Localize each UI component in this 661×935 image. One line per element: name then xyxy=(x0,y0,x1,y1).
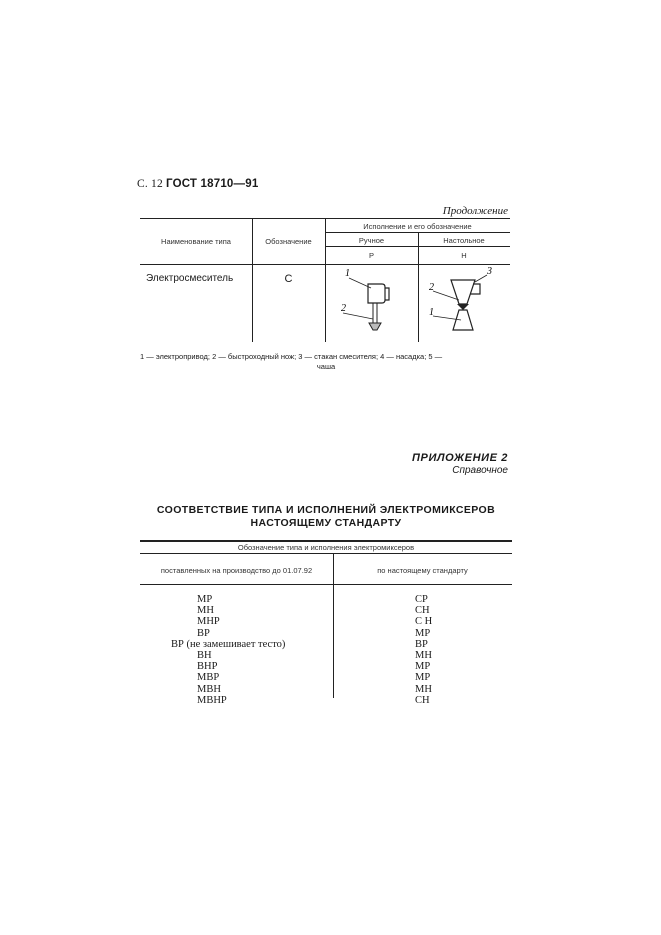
old-designations-list xyxy=(140,594,333,706)
sub-table-code: Н xyxy=(461,251,467,260)
figure-legend xyxy=(140,352,512,372)
title-line-1: СООТВЕТСТВИЕ ТИПА И ИСПОЛНЕНИЙ ЭЛЕКТРОМИКСЕРОВ xyxy=(156,504,496,516)
list-item: СН xyxy=(415,605,430,617)
continuation-label: Продолжение xyxy=(442,205,508,217)
hand-blender-figure xyxy=(335,264,405,336)
list-item: ВР xyxy=(197,627,210,639)
table-blender-figure xyxy=(425,264,505,336)
sub-table-header: Настольное xyxy=(443,236,485,245)
blender-handle xyxy=(385,288,389,300)
list-item: МН xyxy=(415,650,432,662)
list-item: МН xyxy=(197,605,214,617)
list-item: МНР xyxy=(197,616,220,628)
col-code-header: Обозначение xyxy=(265,237,312,246)
blender-motor-body xyxy=(368,284,385,303)
appendix-subtitle: Справочное xyxy=(452,465,508,476)
col-name-header: Наименование типа xyxy=(161,237,231,246)
list-item: МВНР xyxy=(197,694,227,706)
col-old-header: поставленных на производство до 01.07.92 xyxy=(160,566,313,575)
row-type-name: Электросмеситель xyxy=(146,273,234,284)
legend-line-1: 1 — электропривод; 2 — быстроходный нож; 3 — стакан смесителя; 4 — насадка; 5 — xyxy=(140,352,443,361)
list-item: МР xyxy=(415,672,431,684)
blender-shaft xyxy=(373,303,377,323)
table2-top-rule xyxy=(140,540,512,542)
list-item: МР xyxy=(197,594,213,605)
page-number: С. 12 xyxy=(137,178,163,190)
col-variant-header: Исполнение и его обозначение xyxy=(363,222,472,231)
correspondence-title xyxy=(140,504,512,530)
sub-manual-header: Ручное xyxy=(358,236,385,245)
blender-jar xyxy=(451,280,475,304)
table1-subheader-rule-2 xyxy=(325,246,510,247)
fig-label-2: 2 xyxy=(341,303,346,314)
list-item: ВНР xyxy=(197,661,218,673)
fig-label-1: 1 xyxy=(345,268,350,279)
sub-manual-code: Р xyxy=(368,251,374,260)
list-item: ВР (не замешивает тесто) xyxy=(171,638,286,650)
table2-header: Обозначение типа и исполнения электромиксеров xyxy=(237,543,415,552)
legend-line-2: чаша xyxy=(316,362,336,371)
title-line-2: НАСТОЯЩЕМУ СТАНДАРТУ xyxy=(250,517,402,529)
label-leader-2 xyxy=(343,313,373,319)
list-item: СН xyxy=(415,694,430,706)
label-leader-1 xyxy=(349,278,371,288)
list-item: СР xyxy=(415,594,428,605)
appendix-title: ПРИЛОЖЕНИЕ 2 xyxy=(412,452,508,464)
table1-subheader-rule xyxy=(325,232,510,233)
table1-divider-3 xyxy=(418,232,419,342)
fig-label-3: 3 xyxy=(487,266,492,277)
col-new-header: по настоящему стандарту xyxy=(377,566,468,575)
list-item: МВР xyxy=(197,672,220,684)
page-header xyxy=(137,178,258,190)
blender-knife xyxy=(369,323,381,330)
list-item: С Н xyxy=(415,616,433,628)
list-item: МР xyxy=(415,661,431,673)
fig-label-2: 2 xyxy=(429,282,434,293)
new-designations-list xyxy=(333,594,512,706)
blender-base xyxy=(453,310,473,330)
row-type-code: С xyxy=(284,273,293,285)
standard-code: ГОСТ 18710—91 xyxy=(166,178,259,190)
blender-knife xyxy=(457,304,469,310)
fig-label-1: 1 xyxy=(429,307,434,318)
list-item: ВР xyxy=(415,638,428,650)
list-item: МН xyxy=(415,683,432,695)
table2-header-rule xyxy=(140,553,512,554)
list-item: МР xyxy=(415,627,431,639)
table2-col-rule xyxy=(140,584,512,585)
label-leader-3 xyxy=(475,275,487,282)
list-item: ВН xyxy=(197,650,212,662)
list-item: МВН xyxy=(197,683,221,695)
